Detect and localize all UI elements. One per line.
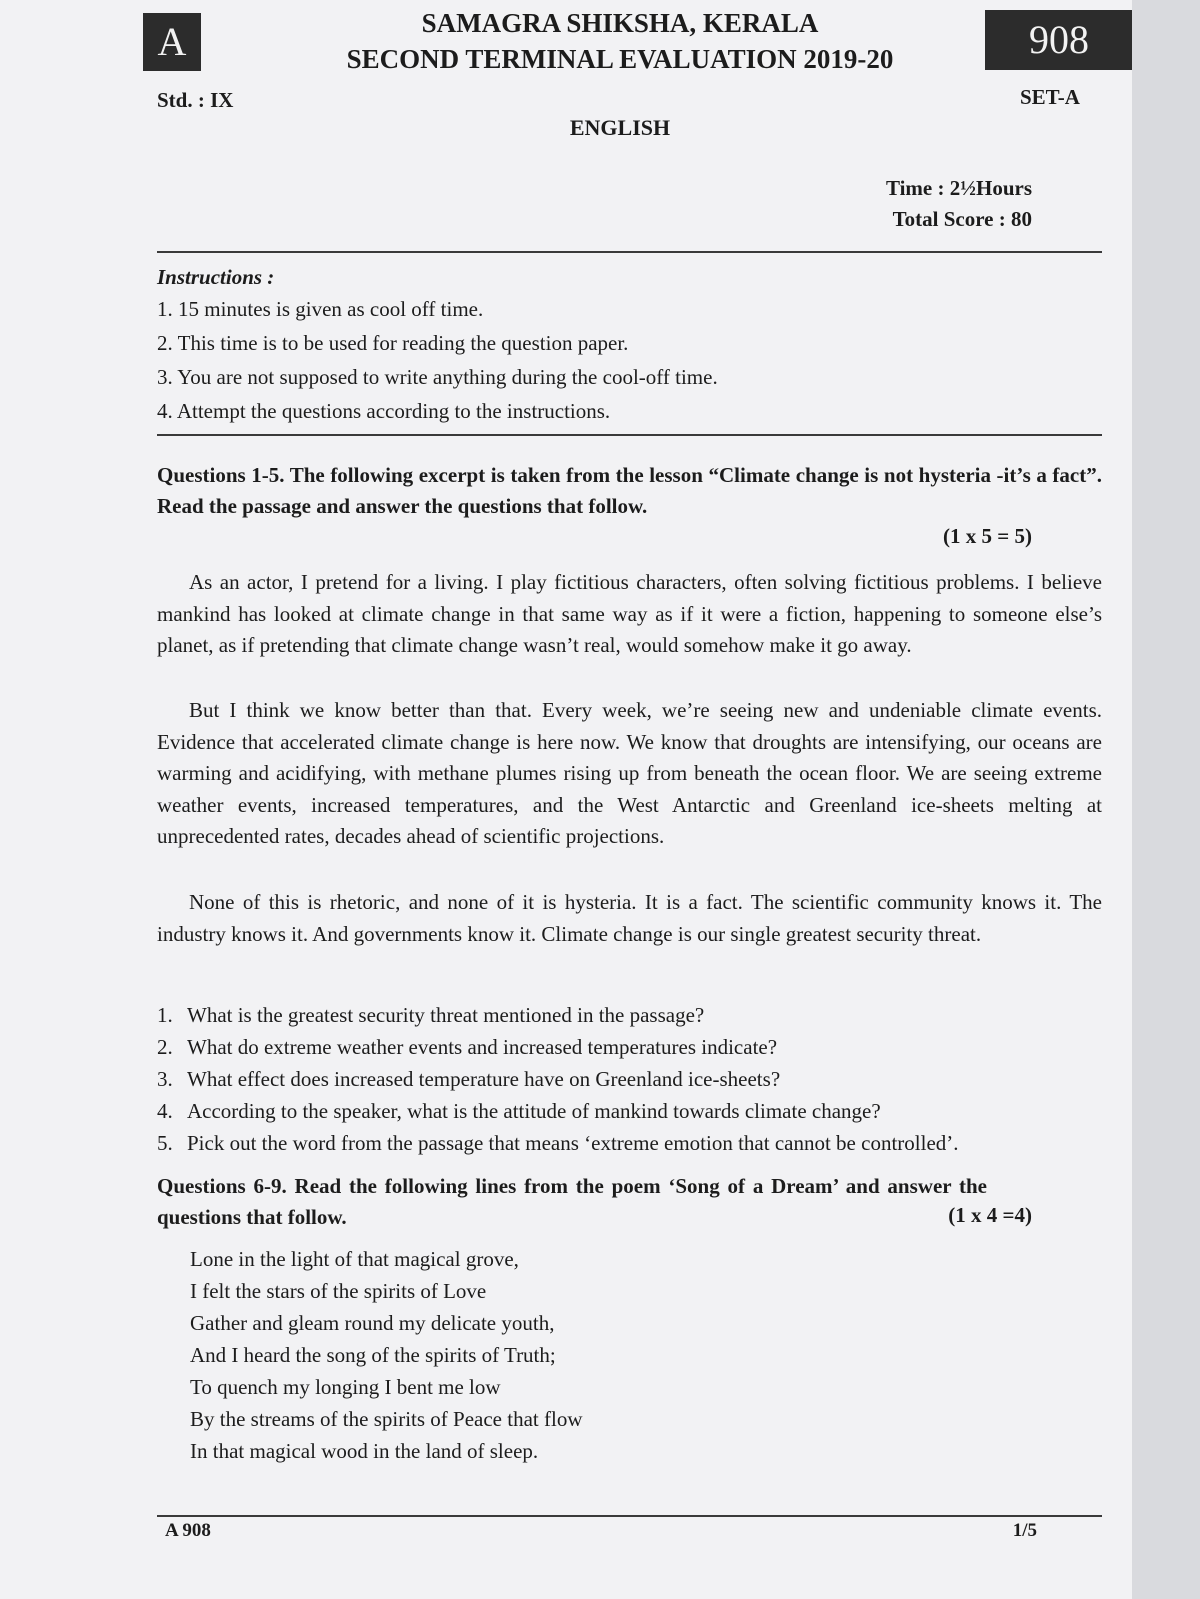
- subject-title: ENGLISH: [569, 115, 671, 140]
- question-item: [157, 1035, 1102, 1060]
- question-number: 3.: [157, 1067, 173, 1091]
- poem-line: To quench my longing I bent me low: [190, 1375, 501, 1399]
- footer-code: A 908: [165, 1520, 211, 1541]
- poem-line: Lone in the light of that magical grove,: [190, 1247, 519, 1271]
- section1-heading: Questions 1-5. The following excerpt is taken from the lesson “Climate change is not hysteria -it’s a fact”. Read the passage and answer the questions that follow.: [157, 463, 1102, 518]
- paper-code-badge: 908: [985, 10, 1133, 70]
- set-label: SET-A: [1020, 85, 1080, 109]
- question-item: [157, 1131, 1102, 1156]
- question-number: 1.: [157, 1003, 173, 1027]
- section1-marks: (1 x 5 = 5): [943, 524, 1032, 548]
- poem-line: Gather and gleam round my delicate youth,: [190, 1311, 555, 1335]
- passage-paragraph: But I think we know better than that. Every week, we’re seeing new and undeniable climate events. Evidence that accelerated climate change is here now. We know that droughts are intensifying, our oceans are warming and acidifying, with methane plumes rising up from beneath the ocean floor. We are seeing extreme weather events, increased temperatures, and the West Antarctic and Greenland ice-sheets melting at unprecedented rates, decades ahead of scientific projections.: [157, 698, 1102, 848]
- question-item: [157, 1067, 1102, 1092]
- poem-line: And I heard the song of the spirits of Truth;: [190, 1343, 556, 1367]
- question-text: What effect does increased temperature have on Greenland ice-sheets?: [187, 1067, 781, 1091]
- passage-paragraph: As an actor, I pretend for a living. I play fictitious characters, often solving fictitious problems. I believe mankind has looked at climate change in that same way as if it were a fiction, happening to someone else’s planet, as if pretending that climate change wasn’t real, would somehow make it go away.: [157, 570, 1102, 657]
- question-number: 2.: [157, 1035, 173, 1059]
- question-text: According to the speaker, what is the attitude of mankind towards climate change?: [187, 1099, 881, 1123]
- board-name: SAMAGRA SHIKSHA, KERALA: [421, 8, 819, 38]
- question-number: 4.: [157, 1099, 173, 1123]
- question-text: What do extreme weather events and increased temperatures indicate?: [187, 1035, 778, 1059]
- question-text: What is the greatest security threat mentioned in the passage?: [187, 1003, 705, 1027]
- exam-title: SECOND TERMINAL EVALUATION 2019-20: [346, 44, 894, 74]
- footer-divider: [157, 1515, 1102, 1517]
- section2-heading: Questions 6-9. Read the following lines from the poem ‘Song of a Dream’ and answer the questions that follow.: [157, 1174, 987, 1229]
- time-allowed: Time : 2½Hours: [885, 176, 1032, 200]
- poem-line: I felt the stars of the spirits of Love: [190, 1279, 487, 1303]
- instructions-title: Instructions :: [157, 265, 275, 289]
- instruction-item: 1. 15 minutes is given as cool off time.: [157, 297, 484, 321]
- page-number: 1/5: [1012, 1520, 1037, 1541]
- question-number: 5.: [157, 1131, 173, 1155]
- question-item: [157, 1099, 1102, 1124]
- scan-edge: [1132, 0, 1200, 1599]
- question-text: Pick out the word from the passage that means ‘extreme emotion that cannot be controlled’.: [187, 1131, 959, 1155]
- divider: [157, 251, 1102, 253]
- set-letter-badge: A: [143, 13, 201, 71]
- standard-label: Std. : IX: [157, 88, 234, 112]
- passage-paragraph: None of this is rhetoric, and none of it is hysteria. It is a fact. The scientific community knows it. The industry knows it. And governments know it. Climate change is our single greatest security threat.: [157, 890, 1102, 946]
- question-item: [157, 1003, 1102, 1028]
- instruction-item: 2. This time is to be used for reading the question paper.: [157, 331, 629, 355]
- section2-marks: (1 x 4 =4): [948, 1203, 1032, 1227]
- total-score: Total Score : 80: [892, 207, 1032, 231]
- divider: [157, 434, 1102, 436]
- poem-line: By the streams of the spirits of Peace that flow: [190, 1407, 583, 1431]
- instruction-item: 4. Attempt the questions according to the instructions.: [157, 399, 611, 423]
- instruction-item: 3. You are not supposed to write anything during the cool-off time.: [157, 365, 718, 389]
- poem-line: In that magical wood in the land of sleep.: [190, 1439, 539, 1463]
